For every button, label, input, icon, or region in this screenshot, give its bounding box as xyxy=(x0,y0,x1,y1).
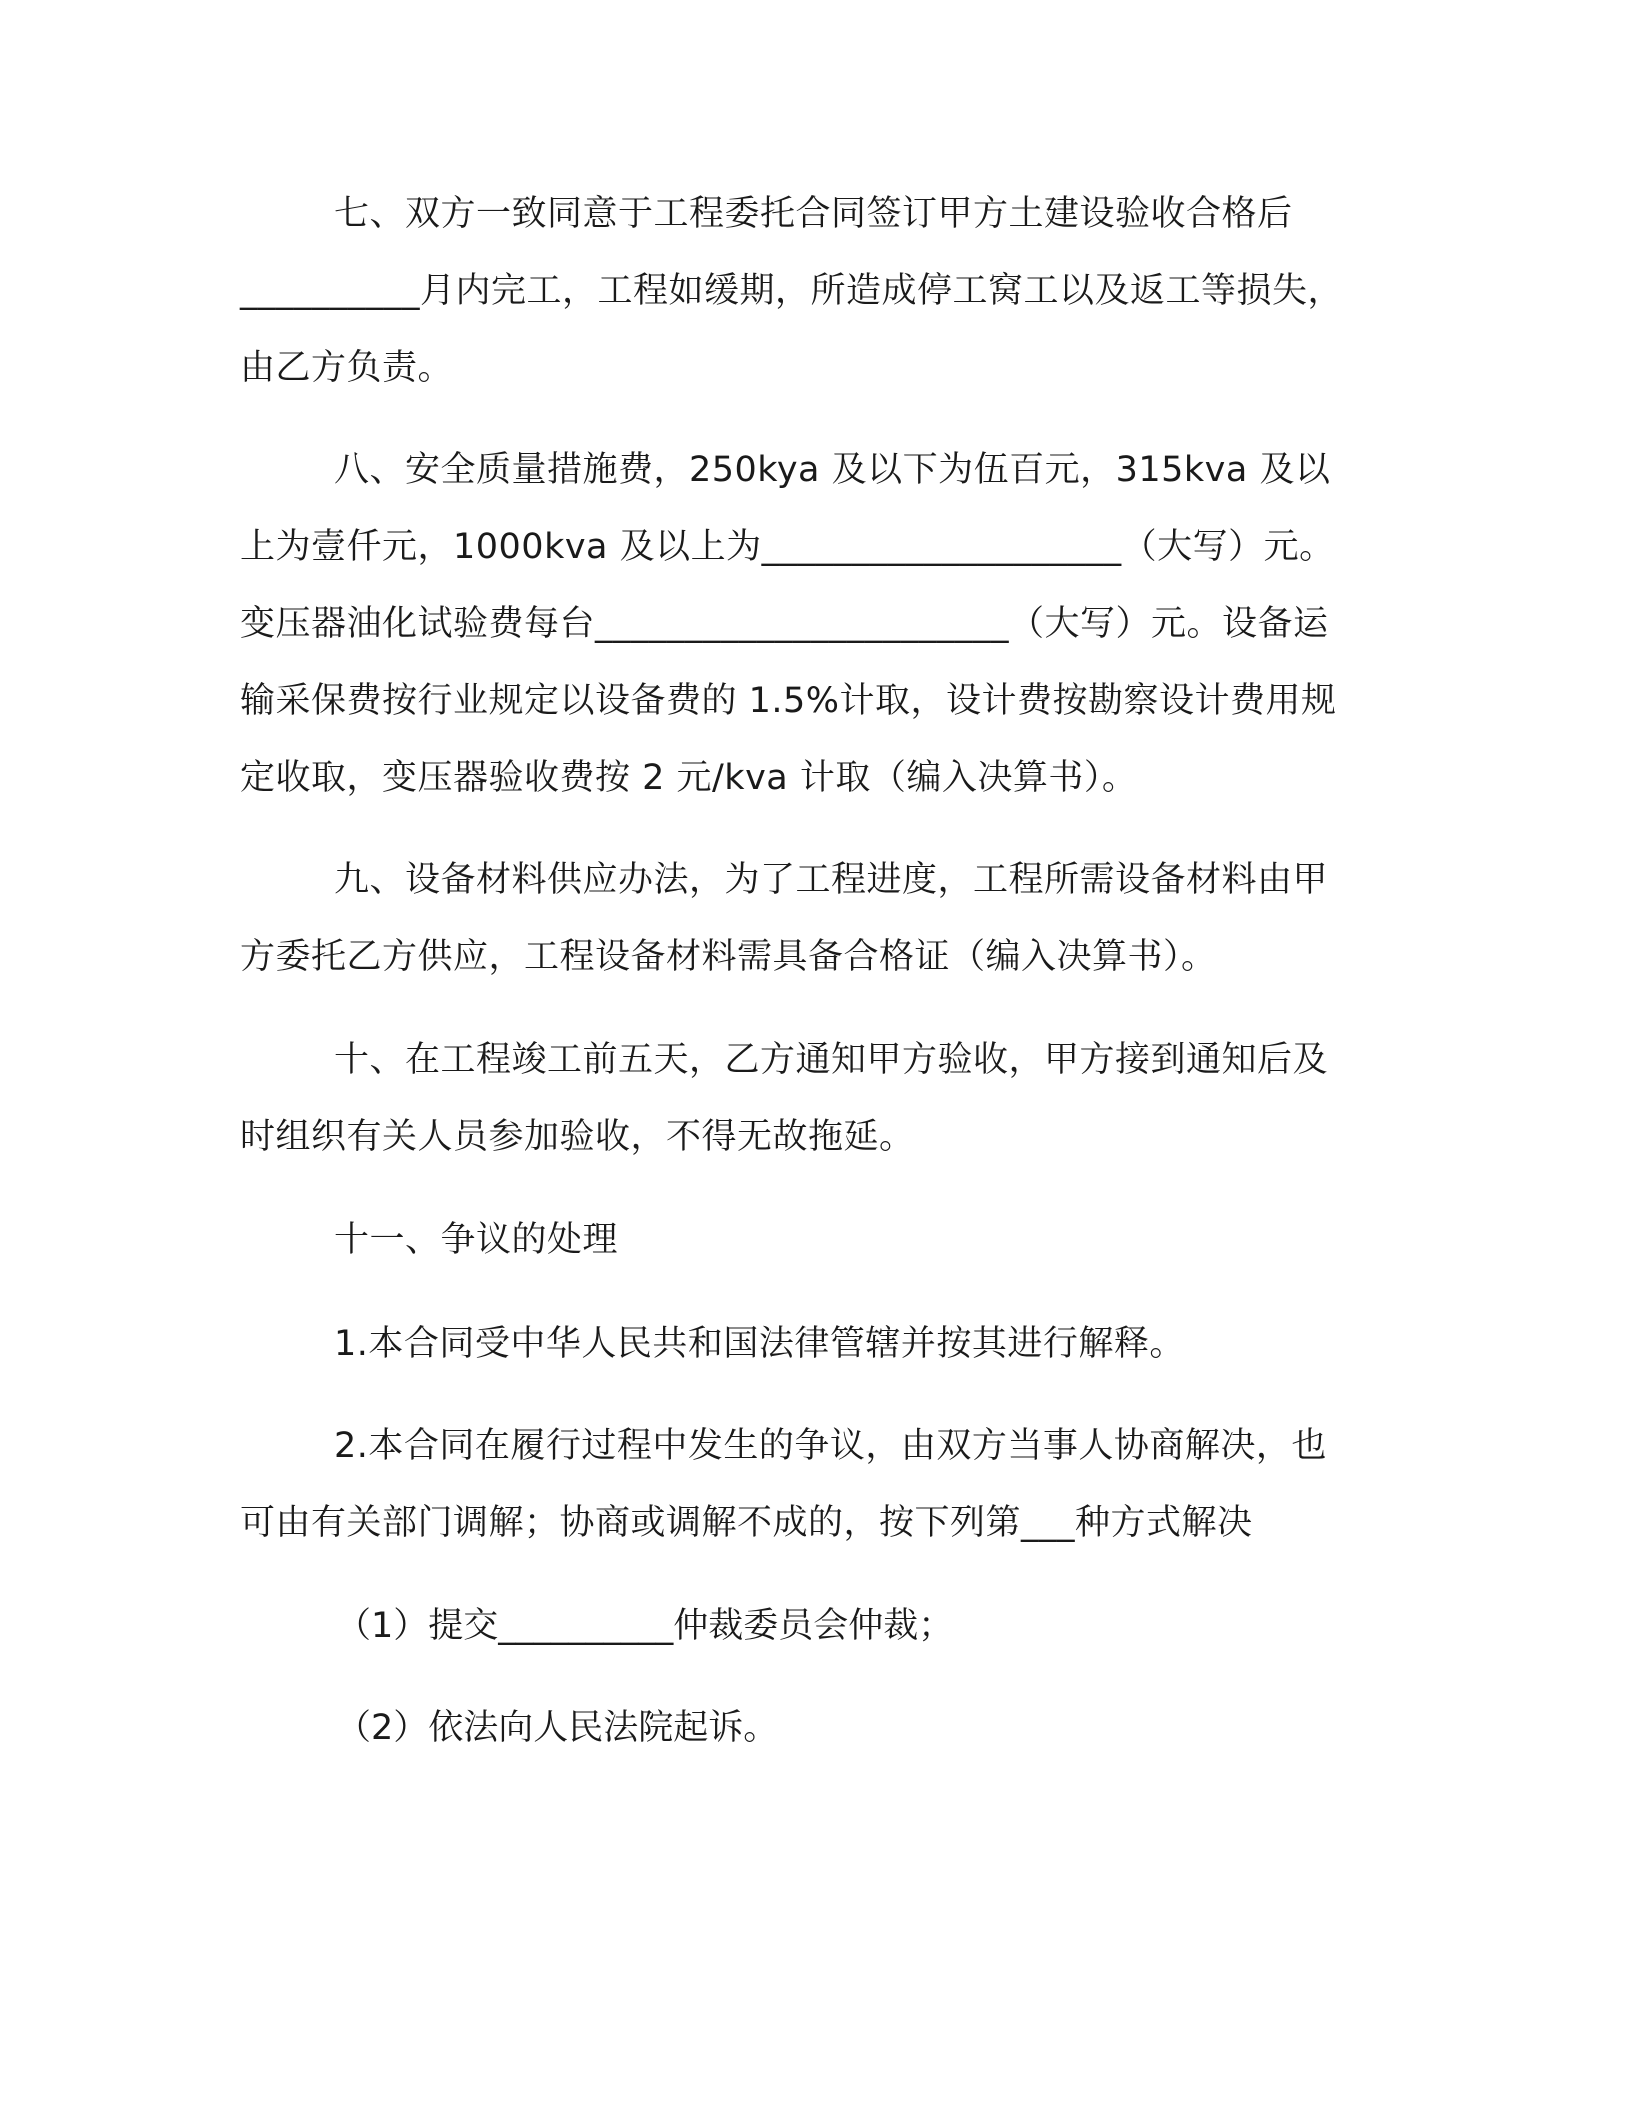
clause-10-line-1: 十、在工程竣工前五天，乙方通知甲方验收，甲方接到通知后及 xyxy=(334,1040,1329,1080)
option-2 xyxy=(336,1690,1386,1767)
clause-8 xyxy=(240,432,1390,817)
clause-11-1-text: 1.本合同受中华人民共和国法律管辖并按其进行解释。 xyxy=(334,1324,1185,1364)
clause-8-line-4: 输采保费按行业规定以设备费的 1.5%计取，设计费按勘察设计费用规 xyxy=(240,681,1337,721)
clause-8-line-3-tail: （大写）元。设备运 xyxy=(1009,604,1329,644)
fee-1000kva-blank: ____________________ xyxy=(761,527,1122,567)
clause-9-line-2: 方委托乙方供应，工程设备材料需具备合格证（编入决算书）。 xyxy=(240,937,1217,977)
clause-11-2-line-1: 2.本合同在履行过程中发生的争议，由双方当事人协商解决，也 xyxy=(334,1426,1327,1466)
clause-10 xyxy=(240,1022,1390,1176)
arbitration-commission-blank: __________ xyxy=(498,1606,674,1646)
option-2-text: （2）依法向人民法院起诉。 xyxy=(336,1708,779,1748)
clause-9 xyxy=(240,842,1390,996)
option-1 xyxy=(336,1588,1386,1665)
clause-11-heading-text: 十一、争议的处理 xyxy=(334,1220,619,1260)
option-1-prefix: （1）提交 xyxy=(336,1606,499,1646)
resolution-method-blank: ___ xyxy=(1021,1503,1076,1543)
clause-7-line-3: 由乙方负责。 xyxy=(240,348,454,388)
clause-11-2-line-2-tail: 种方式解决 xyxy=(1075,1503,1253,1543)
clause-7-line-1: 七、双方一致同意于工程委托合同签订甲方土建设验收合格后 xyxy=(334,194,1293,234)
clause-8-line-1: 八、安全质量措施费，250kya 及以下为伍百元，315kva 及以 xyxy=(334,450,1331,490)
clause-11-heading xyxy=(240,1202,1390,1279)
clause-8-line-2 xyxy=(240,509,1390,586)
clause-7-line-2-text: 月内完工，工程如缓期，所造成停工窝工以及返工等损失， xyxy=(420,271,1344,311)
clause-11-2 xyxy=(240,1408,1390,1562)
clause-11-1 xyxy=(240,1306,1390,1383)
clause-11-2-line-2-text: 可由有关部门调解；协商或调解不成的，按下列第 xyxy=(240,1503,1022,1543)
clause-8-line-5: 定收取，变压器验收费按 2 元/kva 计取（编入决算书）。 xyxy=(240,758,1138,798)
clause-7 xyxy=(240,176,1390,407)
clause-8-line-2-tail: （大写）元。 xyxy=(1121,527,1335,567)
clause-7-line-2 xyxy=(240,253,1390,330)
clause-8-line-3-text: 变压器油化试验费每台 xyxy=(240,604,596,644)
clause-8-line-3 xyxy=(240,586,1390,663)
oil-test-fee-blank: _______________________ xyxy=(595,604,1010,644)
option-1-tail: 仲裁委员会仲裁； xyxy=(673,1606,954,1646)
clause-9-line-1: 九、设备材料供应办法，为了工程进度，工程所需设备材料由甲 xyxy=(334,860,1329,900)
clause-10-line-2: 时组织有关人员参加验收，不得无故拖延。 xyxy=(240,1117,915,1157)
clause-8-line-2-text: 上为壹仟元，1000kva 及以上为 xyxy=(240,527,762,567)
completion-months-blank: __________ xyxy=(240,271,420,311)
clause-11-2-line-2 xyxy=(240,1485,1390,1562)
